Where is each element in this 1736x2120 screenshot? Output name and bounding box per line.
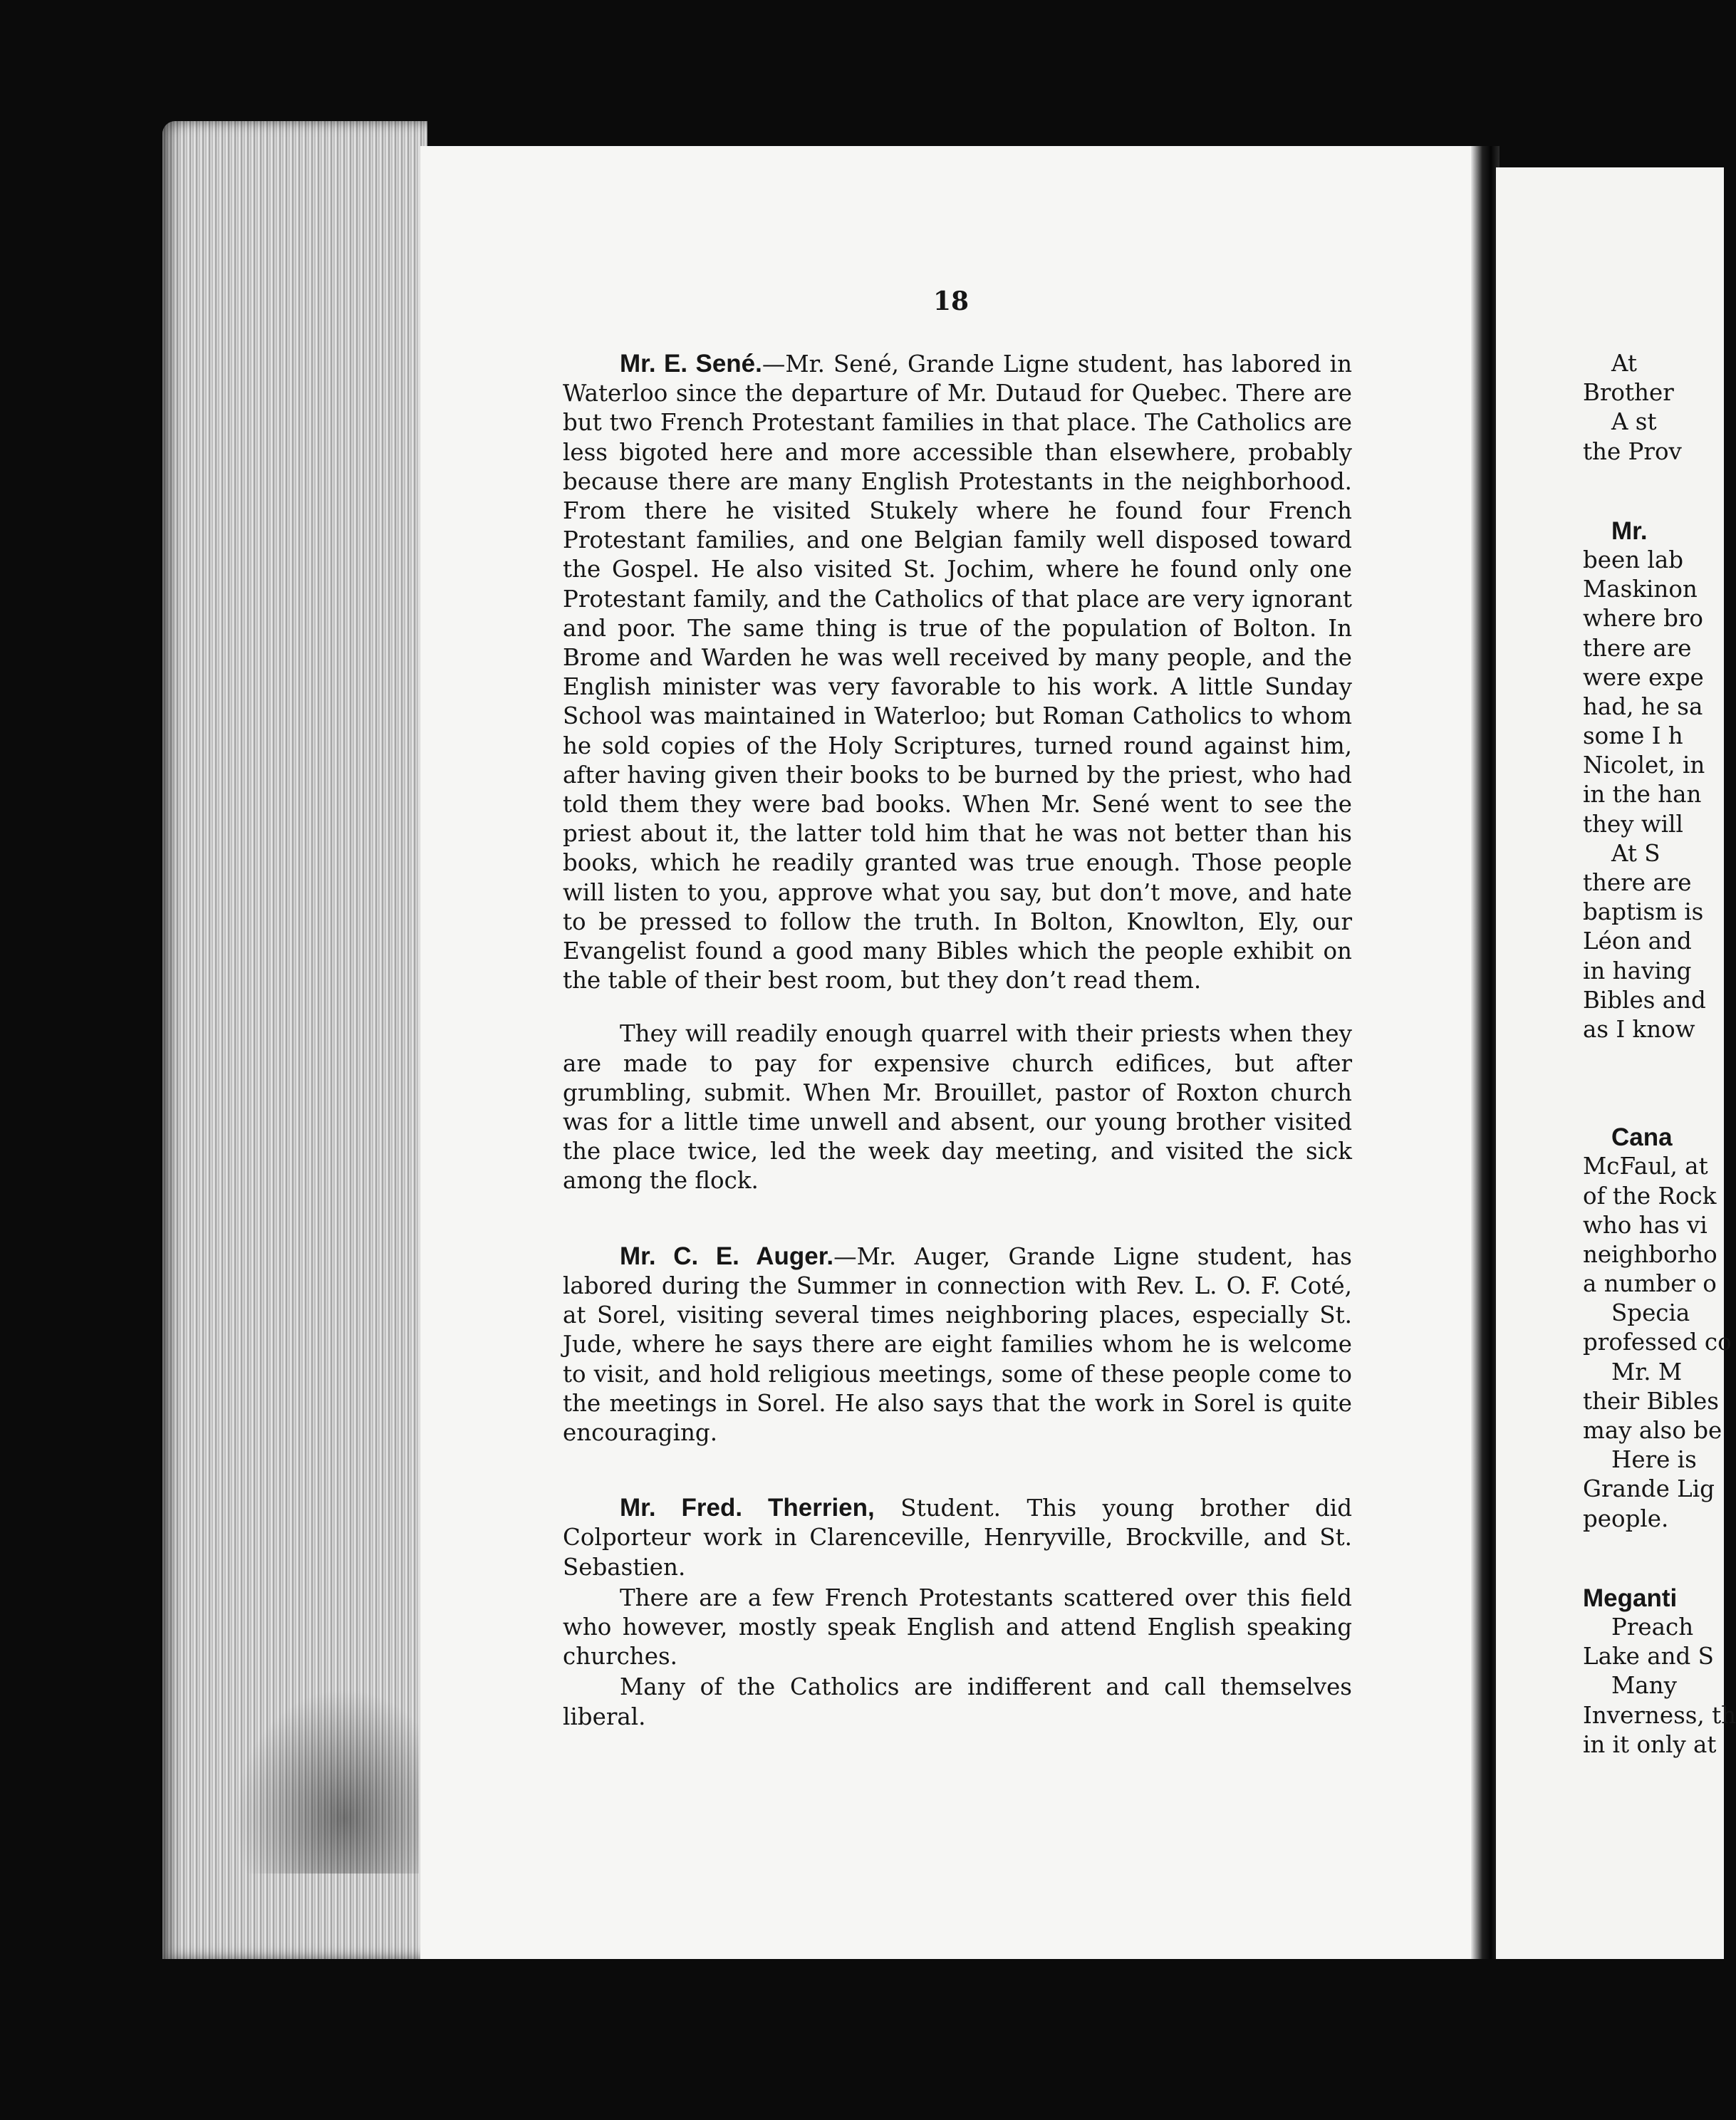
right-line: been lab	[1583, 546, 1684, 573]
paragraph-sene	[563, 349, 1352, 995]
right-heading: Meganti	[1583, 1584, 1678, 1612]
right-line: Inverness, th	[1583, 1701, 1736, 1729]
right-line: Grande Lig	[1583, 1475, 1715, 1503]
right-line: A st	[1611, 408, 1657, 436]
right-line: Léon and	[1583, 928, 1692, 955]
right-line: the Prov	[1583, 437, 1682, 465]
right-line: had, he sa	[1583, 692, 1703, 720]
paragraph-text: There are a few French Protestants scattered over this field who however, mostly speak English and attend English speaking churches.	[563, 1584, 1352, 1670]
heading-therrien: Mr. Fred. Therrien,	[620, 1494, 875, 1522]
paragraph-auger	[563, 1242, 1352, 1448]
right-line: of the Rock	[1583, 1182, 1717, 1210]
heading-auger: Mr. C. E. Auger.	[620, 1242, 834, 1270]
right-line: in having	[1583, 957, 1692, 984]
right-line: Specia	[1611, 1299, 1690, 1327]
paragraph-catholics	[563, 1673, 1352, 1731]
paragraph-text: They will readily enough quarrel with their priests when they are made to pay for expensive church edifices, but after grumbling, submit. When Mr. Brouillet, pastor of Roxton church was for a little time unwell and absent, our young brother visited the place twice, led the week day meeting, and visited the sick among the flock.	[563, 1020, 1352, 1195]
heading-sene: Mr. E. Sené.	[620, 350, 762, 378]
paragraph-text: —Mr. Sené, Grande Ligne student, has labored in Waterloo since the departure of Mr. Dutaud for Quebec. There are but two French Protestant families in that place. The Catholics are less bigoted here and more accessible than elsewhere, probably because there are many English Protestants in the neighborhood. From there he visited Stukely where he found four French Protestant families, and one Belgian family well disposed toward the Gospel. He also visited St. Jochim, where he found only one Protestant family, and the Catholics of that place are very ignorant and poor. The same thing is true of the population of Bolton. In Brome and Warden he was well received by many people, and the English minister was very favorable to his work. A little Sunday School was maintained in Waterloo; but Roman Catholics to whom he sold copies of the Holy Scriptures, turned round against him, after having given their books to be burned by the priest, who had told them they were bad books. When Mr. Sené went to see the priest about it, the latter told him that he was not better than his books, which he readily granted was true enough. Those people will listen to you, approve what you say, but don’t move, and hate to be pressed to follow the truth. In Bolton, Knowlton, Ely, our Evangelist found a good many Bibles which the people exhibit on the table of their best room, but they don’t read them.	[563, 350, 1353, 994]
book-gutter	[1471, 146, 1499, 1959]
right-heading: Cana	[1611, 1123, 1673, 1152]
right-line: some I h	[1583, 722, 1683, 750]
paragraph-text: Student. This young brother did Colporteur work in Clarenceville, Henryville, Brockville, and St. Sebastien.	[563, 1495, 1352, 1581]
right-line: they will	[1583, 810, 1683, 838]
paragraph-quarrel	[563, 1019, 1352, 1195]
right-line: Maskinon	[1583, 576, 1698, 603]
right-line: Mr. M	[1611, 1358, 1683, 1386]
right-line: their Bibles	[1583, 1387, 1719, 1415]
right-line: who has vi	[1583, 1211, 1708, 1239]
right-line: At S	[1611, 839, 1660, 867]
right-page-text	[1583, 349, 1736, 1760]
paragraph-text: —Mr. Auger, Grande Ligne student, has labored during the Summer in connection with Rev. L. O. F. Coté, at Sorel, visiting several times neighboring places, especially St. Jude, where he says there are eight families whom he is welcome to visit, and hold religious meetings, some of these people come to the meetings in Sorel. He also says that the work in Sorel is quite encouraging.	[563, 1242, 1352, 1446]
paragraph-therrien	[563, 1493, 1352, 1582]
right-line: neighborho	[1583, 1240, 1717, 1268]
page-stain	[234, 1688, 419, 1874]
right-line: where bro	[1583, 605, 1703, 633]
right-line: in the han	[1583, 781, 1702, 809]
right-line: a number o	[1583, 1270, 1717, 1298]
right-line: Many	[1611, 1672, 1677, 1700]
page-number: 18	[933, 286, 970, 316]
right-line: Lake and S	[1583, 1643, 1714, 1670]
right-line: were expe	[1583, 663, 1704, 691]
right-heading: Mr.	[1611, 516, 1648, 545]
right-line: in it only at	[1583, 1730, 1717, 1758]
right-line: McFaul, at	[1583, 1153, 1708, 1180]
paragraph-french-protestants	[563, 1584, 1352, 1672]
left-page-text	[563, 349, 1352, 1732]
paragraph-text: Many of the Catholics are indifferent and call themselves liberal.	[563, 1673, 1352, 1730]
right-line: Preach	[1611, 1613, 1694, 1641]
right-line: professed co	[1583, 1329, 1732, 1356]
right-line: Bibles and	[1583, 986, 1706, 1014]
book-page-edges	[162, 121, 427, 1959]
right-line: there are	[1583, 634, 1692, 662]
right-line: as I know	[1583, 1015, 1695, 1043]
right-line: people.	[1583, 1505, 1669, 1532]
right-line: there are	[1583, 869, 1692, 896]
right-line: may also be	[1583, 1417, 1722, 1444]
right-line: Brother	[1583, 379, 1674, 407]
right-line: baptism is	[1583, 898, 1704, 926]
right-line: Here is	[1611, 1446, 1697, 1474]
right-line: Nicolet, in	[1583, 752, 1705, 779]
right-line: At	[1611, 350, 1637, 377]
